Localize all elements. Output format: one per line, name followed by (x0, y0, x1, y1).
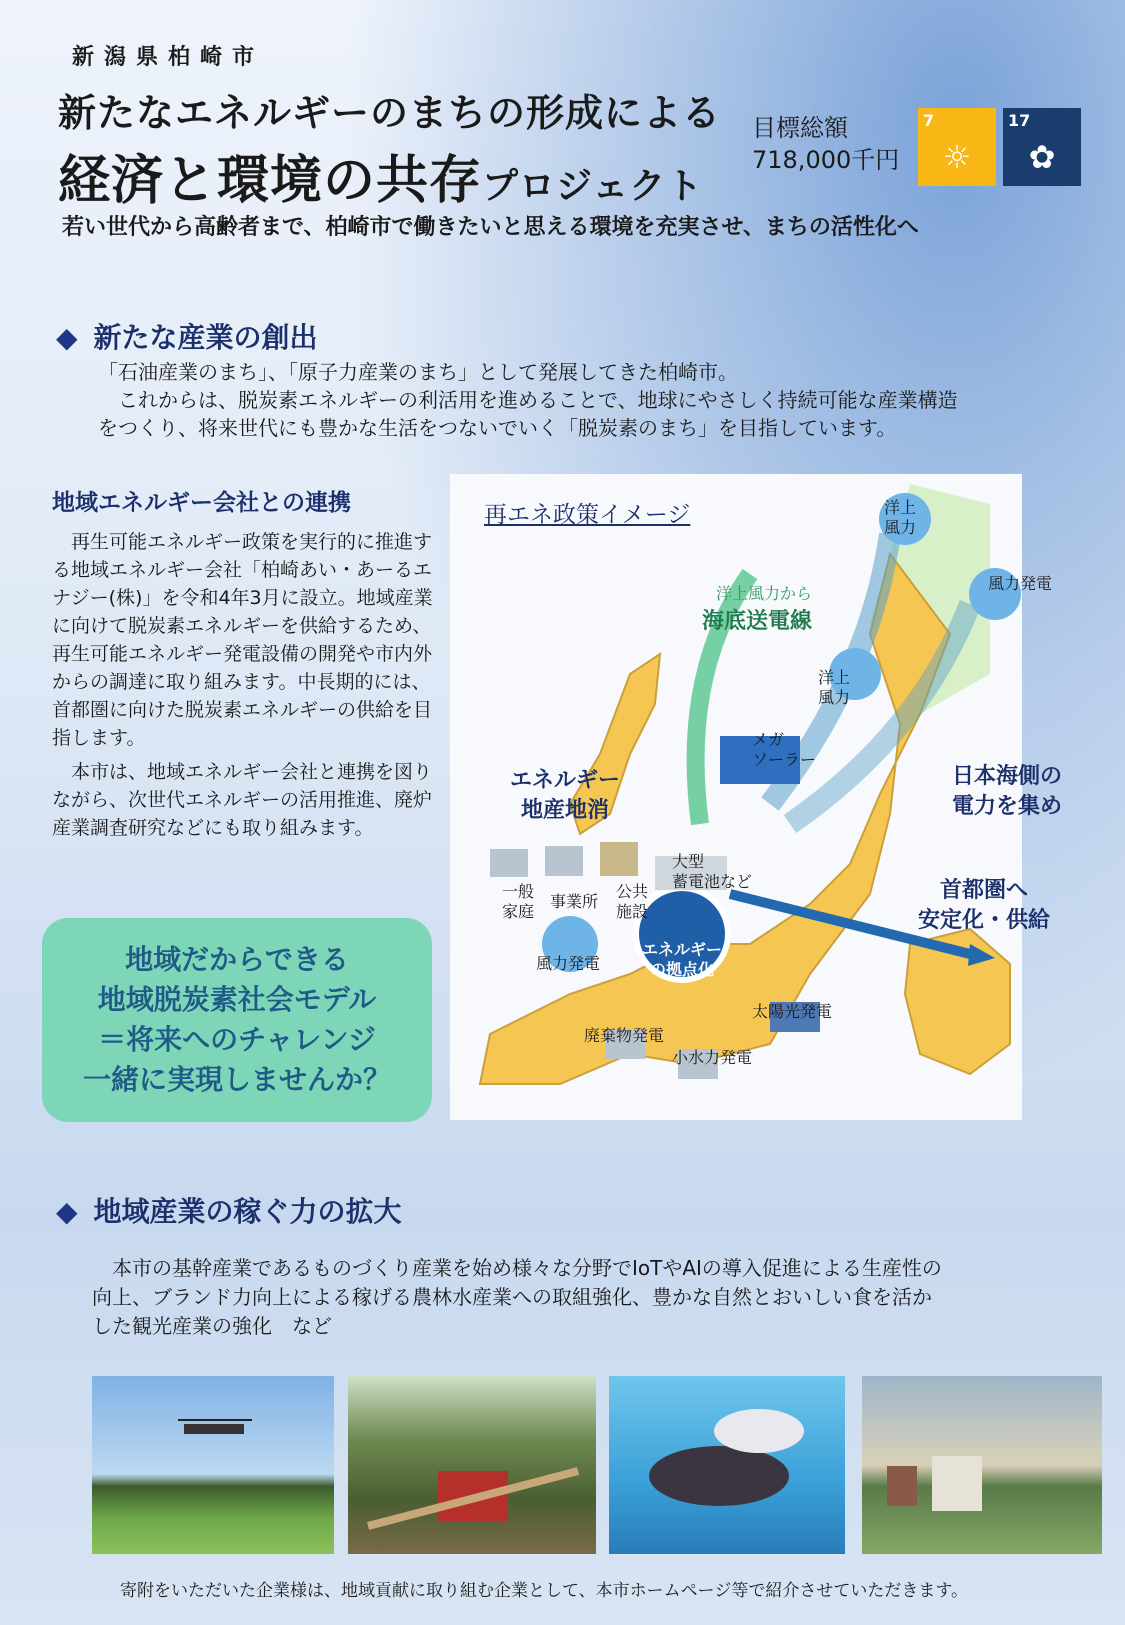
label-mega-solar: メガ ソーラー (752, 730, 817, 769)
camp-chairs-icon (862, 1376, 1102, 1554)
label-capital: 首都圏へ 安定化・供給 (918, 878, 1051, 933)
label-hydro: 小水力発電 (672, 1048, 753, 1067)
tourism-photo (862, 1376, 1102, 1554)
paragraph: 再生可能エネルギー政策を実行的に推進する地域エネルギー会社「柏崎あい・あーるエナジー(株)」を令和4年3月に設立。地域産業に向けて脱炭素エネルギーを供給するため、再生可能エネルギー発電設備の開発や市内外からの調達に取り組みます。中長期的には、首都圏に向けた脱炭素エネルギーの供給を目指します。 (52, 531, 433, 749)
goal-label: 目標総額 (752, 114, 848, 142)
sdg-number: 7 (923, 111, 935, 130)
office-icon (545, 846, 583, 876)
label-energy-hub: エネルギー の拠点化 (642, 940, 723, 979)
diamond-icon: ◆ (56, 321, 78, 354)
goal-amount: 718,000千円 (752, 146, 900, 174)
fish-photo (609, 1376, 845, 1554)
label-battery: 大型 蓄電池など (672, 852, 753, 891)
paragraph: 本市は、地域エネルギー会社と連携を図りながら、次世代エネルギーの活用推進、廃炉産業調査研究などにも取り組みます。 (52, 761, 433, 839)
partnership-body (52, 528, 434, 848)
forestry-photo (348, 1376, 596, 1554)
label-offshore-top: 洋上 風力 (884, 498, 917, 537)
label-office: 事業所 (550, 892, 599, 911)
label-public: 公共 施設 (616, 882, 649, 921)
label-cable-big: 海底送電線 (702, 609, 813, 634)
fish-icon (609, 1376, 845, 1554)
sdg-7-badge (918, 108, 996, 186)
callout-line: 地域脱炭素社会モデル (97, 983, 377, 1016)
section-heading-new-industry (56, 316, 318, 356)
section1-body (98, 358, 958, 442)
title-line-2 (58, 138, 703, 213)
drone-photo (92, 1376, 334, 1554)
public-facility-icon (600, 842, 638, 876)
city-name: 新潟県柏崎市 (72, 45, 265, 70)
section-heading-text: 新たな産業の創出 (93, 321, 318, 354)
label-offshore-mid: 洋上 風力 (818, 668, 851, 707)
section2-body (92, 1254, 942, 1341)
footer-note: 寄附をいただいた企業様は、地域貢献に取り組む企業として、本市ホームページ等で紹介させていただきます。 (120, 1581, 968, 1601)
subtitle: 若い世代から高齢者まで、柏崎市で働きたいと思える環境を充実させ、まちの活性化へ (62, 215, 919, 240)
sdg-17-badge (1003, 108, 1081, 186)
text-line: した観光産業の強化 など (92, 1314, 332, 1338)
label-solar: 太陽光発電 (752, 1002, 833, 1021)
title-main: 経済と環境の共存 (58, 151, 483, 211)
drone-icon (92, 1376, 334, 1554)
flower-icon: ✿ (1028, 138, 1056, 176)
house-icon (490, 849, 528, 877)
section-heading-local-industry (56, 1190, 402, 1230)
text-line: をつくり、将来世代にも豊かな生活をつないでいく「脱炭素のまち」を目指しています。 (98, 416, 897, 440)
label-waste: 廃棄物発電 (584, 1026, 665, 1045)
diamond-icon: ◆ (56, 1195, 78, 1228)
sun-icon: ☼ (942, 138, 972, 176)
text-line: これからは、脱炭素エネルギーの利活用を進めることで、地球にやさしく持続可能な産業構造 (98, 388, 958, 412)
text-line: 向上、ブランド力向上による稼げる農林水産業への取組強化、豊かな自然とおいしい食を活か (92, 1285, 932, 1309)
title-suffix: プロジェクト (482, 166, 704, 207)
partnership-heading: 地域エネルギー会社との連携 (52, 490, 351, 516)
label-home: 一般 家庭 (502, 882, 535, 921)
map-title: 再エネ政策イメージ (484, 502, 691, 528)
label-cable-small: 洋上風力から (716, 584, 813, 603)
callout-line: 地域だからできる (125, 943, 349, 976)
callout-line: ＝将来へのチャレンジ (98, 1023, 376, 1056)
callout-line: 一緒に実現しませんか？ (82, 1063, 391, 1096)
text-line: 本市の基幹産業であるものづくり産業を始め様々な分野でIoTやAIの導入促進による生産性の (92, 1256, 942, 1280)
goal-amount-block (752, 112, 899, 176)
label-wind-top: 風力発電 (988, 574, 1053, 593)
label-wind-bottom: 風力発電 (536, 954, 601, 973)
text-line: 「石油産業のまち」、「原子力産業のまち」として発展してきた柏崎市。 (98, 360, 738, 384)
challenge-callout (42, 918, 432, 1122)
label-sea-side: 日本海側の 電力を集め (952, 764, 1063, 819)
section-heading-text: 地域産業の稼ぐ力の拡大 (93, 1195, 402, 1228)
sdg-number: 17 (1008, 111, 1031, 130)
title-line-1: 新たなエネルギーのまちの形成による (58, 91, 722, 135)
forestry-machine-icon (348, 1376, 596, 1554)
label-local-energy: エネルギー 地産地消 (510, 768, 621, 823)
